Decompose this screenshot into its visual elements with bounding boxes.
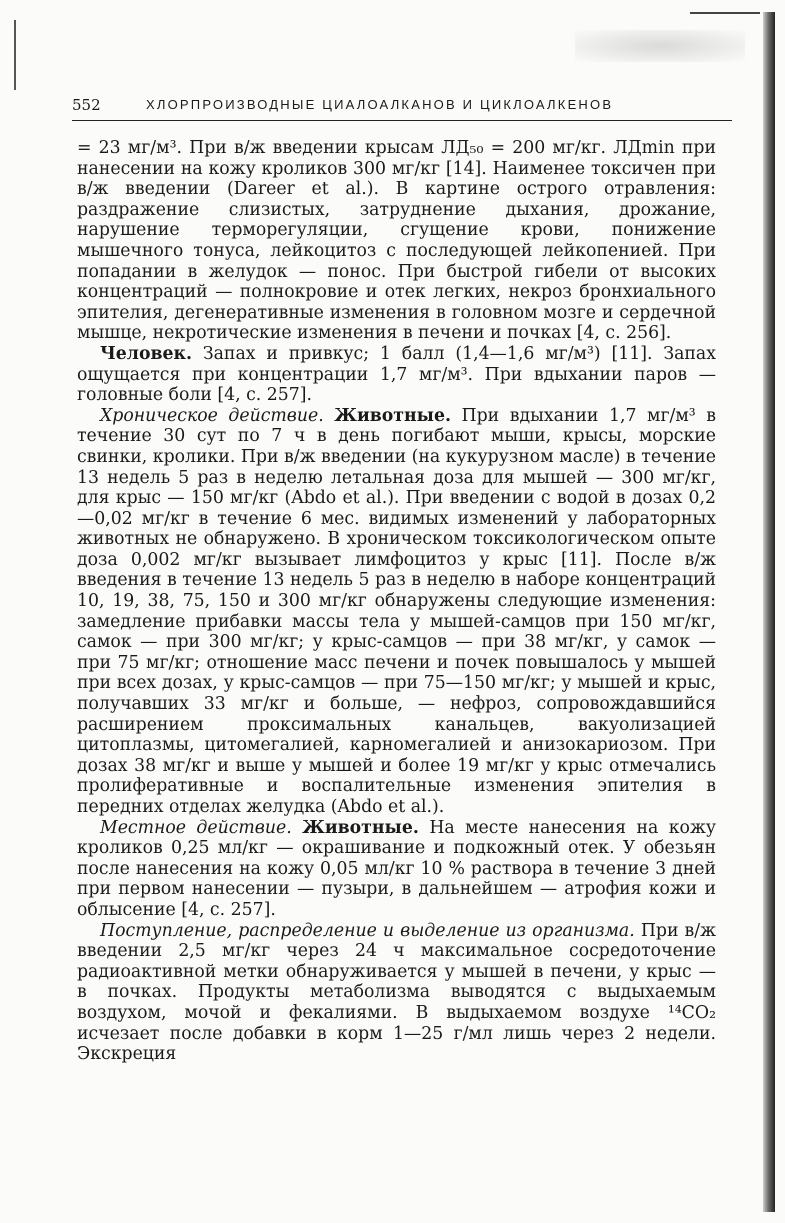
scan-edge-shadow-right [763,12,775,1212]
scan-edge-mark-left [14,20,16,90]
paragraph-text: При в/ж введении 2,5 мг/кг через 24 ч максимальное сосредоточение радиоактивной метки обнаруживается у мышей в печени, у крыс — в почках. Продукты метаболизма выводятся с выдыхаемым воздухом, мочой и фекалиями. В выдыхаемом воздухе ¹⁴CO₂ исчезает после добавки в корм 1—25 г/мл лишь через 2 недели. Экскреция [77,920,716,1065]
paragraph-text: При вдыхании 1,7 мг/м³ в течение 30 сут по 7 ч в день погибают мыши, крысы, морские свинки, кролики. При в/ж введении (на кукурузном масле) в течение 13 недель 5 раз в неделю летальная доза для мышей — 300 мг/кг, для крыс — 150 мг/кг (Abdo et al.). При введении с водой в дозах 0,2—0,02 мг/кг в течение 6 мес. видимых изменений у лабораторных животных не обнаружено. В хроническом токсикологическом опыте доза 0,002 мг/кг вызывает лимфоцитоз у крыс [11]. После в/ж введения в течение 13 недель 5 раз в неделю в наборе концентраций 10, 19, 38, 75, 150 и 300 мг/кг обнаружены следующие изменения: замедление прибавки массы тела у мышей-самцов при 150 мг/кг, самок — при 300 мг/кг; у крыс-самцов — при 38 мг/кг, у самок — при 75 мг/кг; отношение масс печени и почек повышалось у мышей при всех дозах, у крыс-самцов — при 75—150 мг/кг; у мышей и крыс, получавших 33 мг/кг и больше, — нефроз, сопровождавшийся расширением проксимальных канальцев, вакуолизацией цитоплазмы, цитомегалией, карномегалией и анизокариозом. При дозах 38 мг/кг и выше у мышей и более 19 мг/кг у крыс отмечались пролиферативные и воспалительные изменения эпителия в передних отделах желудка (Abdo et al.). [77,405,716,817]
paragraph-label: Животные. [334,405,451,426]
paragraph-lead-in: Поступление, распределение и выделение из организма. [100,920,635,941]
paragraph-distribution [77,921,716,1065]
body-text [77,138,716,1065]
page-number: 552 [72,96,101,114]
paragraph-chronic-action [77,406,716,818]
paragraph-human [77,344,716,406]
paragraph-acute-toxicity [77,138,716,344]
running-title: ХЛОРПРОИЗВОДНЫЕ ЦИАЛОАЛКАНОВ И ЦИКЛОАЛКЕНОВ [146,97,614,112]
paragraph-text: Запах и привкус; 1 балл (1,4—1,6 мг/м³) [11]. Запах ощущается при концентрации 1,7 мг/м³. При вдыхании паров — головные боли [4, с. 257]. [77,343,716,406]
paragraph-label: Животные. [302,817,419,838]
paragraph-local-action [77,818,716,921]
paragraph-text: = 23 мг/м³. При в/ж введении крысам ЛД₅₀ = 200 мг/кг. ЛДmin при нанесении на кожу кроликов 300 мг/кг [14]. Наименее токсичен при в/ж введении (Dareer et al.). В картине острого отравления: раздражение слизистых, затруднение дыхания, дрожание, нарушение терморегуляции, сгущение крови, понижение мышечного тонуса, лейкоцитоз с последующей лейкопенией. При попадании в желудок — понос. При быстрой гибели от высоких концентраций — полнокровие и отек легких, некроз бронхиального эпителия, дегенеративные изменения в головном мозге и сердечной мышце, некротические изменения в печени и почках [4, с. 256]. [77,138,716,344]
paragraph-lead-in: Хроническое действие. [100,405,324,426]
paragraph-lead-in: Местное действие. [100,817,292,838]
paragraph-label: Человек. [100,343,192,364]
scan-smudge [575,30,745,62]
scan-edge-mark-top [690,12,760,14]
page-header [72,96,732,121]
paragraph-text: На месте нанесения на кожу кроликов 0,25 мл/кг — окрашивание и подкожный отек. У обезьян после нанесения на кожу 0,05 мл/кг 10 % раствора в течение 3 дней при первом нанесении — пузыри, в дальнейшем — атрофия кожи и облысение [4, с. 257]. [77,817,717,920]
